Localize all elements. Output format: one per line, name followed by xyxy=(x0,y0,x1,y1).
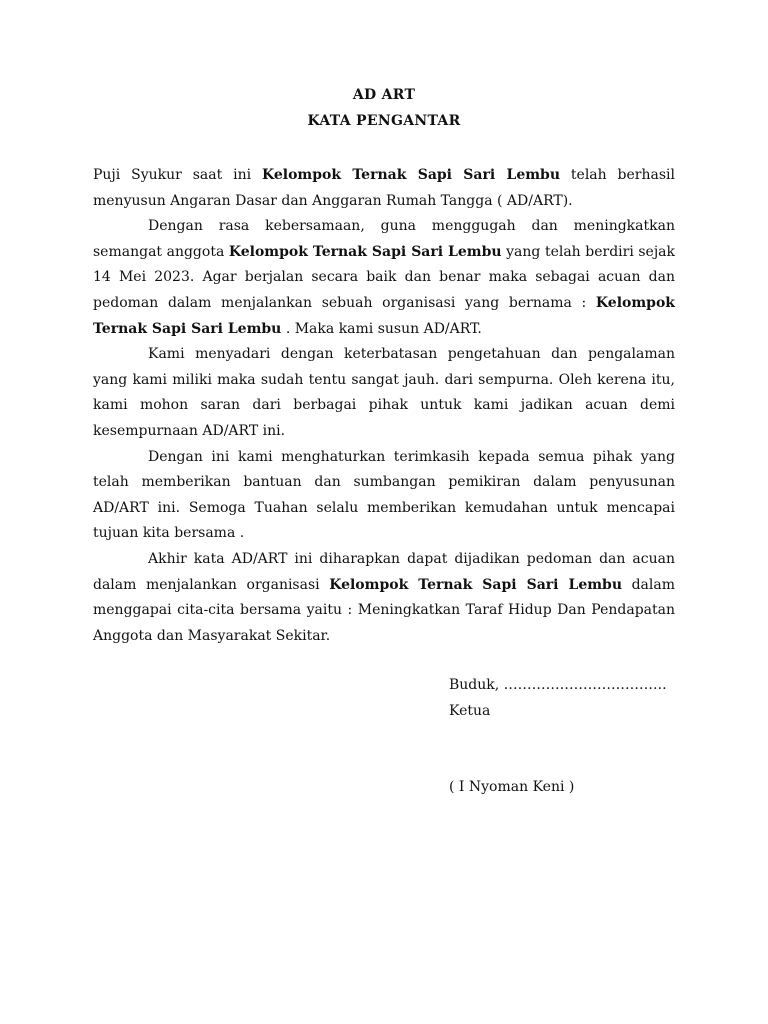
paragraph-5 xyxy=(93,547,675,649)
paragraph-2 xyxy=(93,214,675,342)
paragraph-text: Dengan rasa kebersamaan, guna menggugah dan meningkatkan semangat anggota xyxy=(93,218,675,260)
paragraph-text: dalam menggapai cita-cita bersama yaitu : Meningkatkan Taraf Hidup Dan Pendapatan Anggota dan Masyarakat Sekitar. xyxy=(93,576,675,644)
signature-name: ( I Nyoman Keni ) xyxy=(449,779,575,795)
organization-name: Kelompok Ternak Sapi Sari Lembu xyxy=(228,243,502,260)
organization-name: Kelompok Ternak Sapi Sari Lembu xyxy=(329,576,623,593)
paragraph-text: yang telah berdiri sejak 14 Mei 2023. Agar berjalan secara baik dan benar maka sebagai acuan dan pedoman dalam menjalankan sebuah organisasi yang bernama : xyxy=(93,243,675,311)
paragraph-1 xyxy=(93,163,675,214)
paragraph-text: Akhir kata AD/ART ini diharapkan dapat dijadikan pedoman dan acuan dalam menjalankan organisasi xyxy=(93,550,675,593)
organization-name: Kelompok Ternak Sapi Sari Lembu xyxy=(93,294,675,337)
document-subtitle: KATA PENGANTAR xyxy=(307,113,461,129)
document-title: AD ART xyxy=(352,87,416,103)
signature-place-date: Buduk, …………………………….. xyxy=(449,677,667,693)
signature-role: Ketua xyxy=(449,703,491,719)
paragraph-text: Puji Syukur saat ini xyxy=(93,167,262,183)
document-body xyxy=(93,163,675,649)
paragraph-3: Kami menyadari dengan keterbatasan pengetahuan dan pengalaman yang kami miliki maka sudah tentu sangat jauh. dari sempurna. Oleh kerena itu, kami mohon saran dari berbagai pihak untuk kami jadikan acuan demi kesempurnaan AD/ART ini. xyxy=(93,346,675,439)
paragraph-text: . Maka kami susun AD/ART. xyxy=(281,320,482,337)
organization-name: Kelompok Ternak Sapi Sari Lembu xyxy=(261,167,561,183)
paragraph-4: Dengan ini kami menghaturkan terimkasih kepada semua pihak yang telah memberikan bantuan dan sumbangan pemikiran dalam penyusunan AD/ART ini. Semoga Tuahan selalu memberikan kemudahan untuk mencapai tujuan kita bersama . xyxy=(93,448,675,542)
paragraph-text: telah berhasil menyusun Angaran Dasar dan Anggaran Rumah Tangga ( AD/ART). xyxy=(93,167,675,209)
